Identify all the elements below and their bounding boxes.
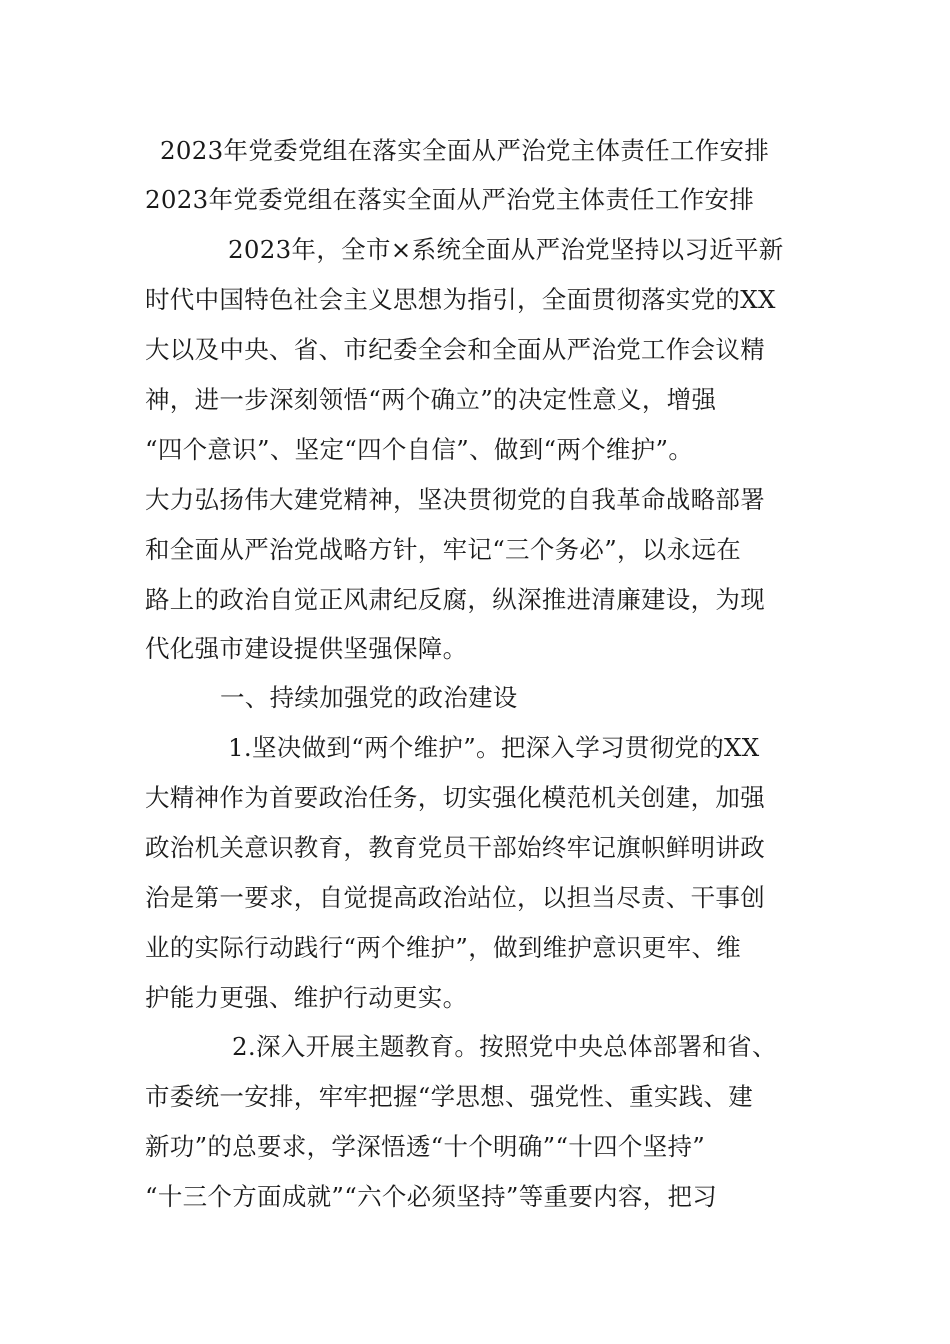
item-2-line: 新功”的总要求，学深悟透“十个明确”“十四个坚持” [145,1132,706,1161]
item-1-line: 政治机关意识教育，教育党员干部始终牢记旗帜鲜明讲政 [145,833,765,862]
intro-line: 大以及中央、省、市纪委全会和全面从严治党工作会议精 [145,335,765,364]
item-2-line: 市委统一安排，牢牢把握“学思想、强党性、重实践、建 [145,1082,754,1111]
item-2-line: “十三个方面成就”“六个必须坚持”等重要内容，把习 [145,1182,718,1211]
item-1-line: 1.坚决做到“两个维护”。把深入学习贯彻党的XX [228,733,760,762]
intro-line: 和全面从严治党战略方针，牢记“三个务必”，以永远在 [145,535,742,564]
item-2-line: 2.深入开展主题教育。按照党中央总体部署和省、 [232,1032,777,1061]
item-1-line: 治是第一要求，自觉提高政治站位，以担当尽责、干事创 [145,883,765,912]
intro-line: 大力弘扬伟大建党精神，坚决贯彻党的自我革命战略部署 [145,485,765,514]
document-title-repeat: 2023年党委党组在落实全面从严治党主体责任工作安排 [145,185,755,214]
intro-line: 2023年，全市×系统全面从严治党坚持以习近平新 [228,235,784,264]
intro-line: 时代中国特色社会主义思想为指引，全面贯彻落实党的XX [145,285,776,314]
intro-line: 代化强市建设提供坚强保障。 [145,634,468,663]
document-title: 2023年党委党组在落实全面从严治党主体责任工作安排 [160,136,770,165]
intro-line: 神，进一步深刻领悟“两个确立”的决定性意义，增强 [145,385,717,414]
intro-line: “四个意识”、坚定“四个自信”、做到“两个维护”。 [145,435,694,464]
intro-line: 路上的政治自觉正风肃纪反腐，纵深推进清廉建设，为现 [145,585,765,614]
item-1-line: 业的实际行动践行“两个维护”，做到维护意识更牢、维 [145,933,742,962]
item-1-line: 大精神作为首要政治任务，切实强化模范机关创建，加强 [145,783,765,812]
item-1-line: 护能力更强、维护行动更实。 [145,983,468,1012]
section-heading: 一、持续加强党的政治建设 [220,683,518,712]
